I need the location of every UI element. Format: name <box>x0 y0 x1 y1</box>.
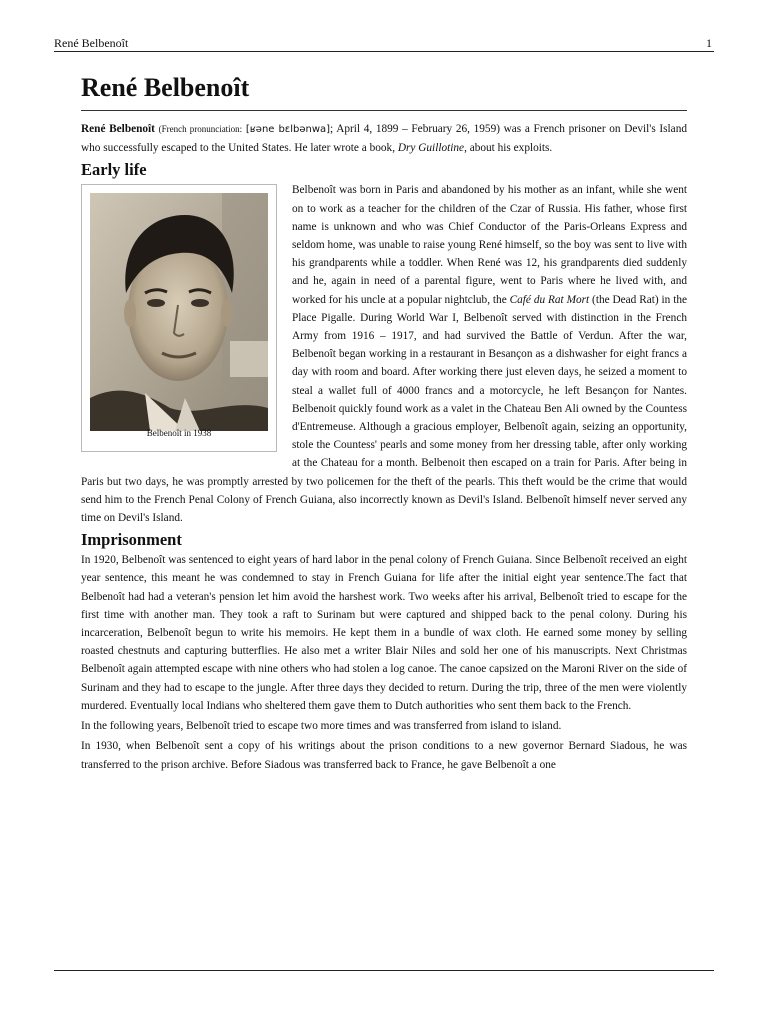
early-life-text-end: (the Dead Rat) in the Place Pigalle. During World War I, Belbenoît served with distinction in the French Army from 1916 – 1917, and had survived the Battle of Verdun. After the war, Belbenoît began working in a restaurant in Besançon as a dishwasher for eight francs a day with room and board. After working there just eleven days, he seized a moment to steal a wallet full of 4000 francs and a motorcycle, he left Besançon for Nantes. Belbenoit quickly found work as a valet in the Chateau Ben Ali owned by the Countess d'Entremeuse. Although a gracious employer, Belbenoît again, seizing an opportunity, stole the Countess' pearls and some money from her dressing table, after only working at the Chateau for a month. Belbenoit then escaped on a train for Paris. After being in Paris but two days, he was promptly arrested by two policemen for the theft of the pearls. This theft would be the crime that would send him to the French Penal Colony of French Guiana, also incorrectly known as Devil's Island. Belbenoît himself never served any time on Devil's Island. <box>81 293 688 525</box>
page-title: René Belbenoît <box>81 73 250 102</box>
running-header <box>54 36 714 50</box>
portrait-photo <box>90 193 268 431</box>
page-number: 1 <box>706 36 712 50</box>
figure-caption: Belbenoît in 1938 <box>146 428 212 439</box>
footer-rule <box>54 970 714 971</box>
title-rule <box>81 110 687 111</box>
imprisonment-paragraph-3: In 1930, when Belbenoît sent a copy of his writings about the prison conditions to a new governor Bernard Siadous, he was transferred to the prison archive. Before Siadous was transferred back to France, he gave Belbenoît a one <box>81 740 687 771</box>
intro-paragraph <box>81 120 687 157</box>
portrait-image <box>90 193 268 431</box>
portrait-figure <box>81 184 277 452</box>
early-life-text: Belbenoît was born in Paris and abandoned by his mother as an infant, while she went on to work as a teacher for the children of the Czar of Russia. His father, whose first name is unknown and who was Chief Conductor of the Paris-Orleans Express and seldom home, was unable to raise young René himself, so the boy was sent to live with his grandparents while a toddler. When René was 12, his grandparents died suddenly and he, again in need of a parental figure, went to Paris where he lived with, and worked for his uncle at a popular nightclub, the <box>292 184 687 306</box>
imprisonment-paragraph-1: In 1920, Belbenoît was sentenced to eight years of hard labor in the penal colony of French Guiana. Since Belbenoît received an eight year sentence, this meant he was condemned to stay in French Guiana for life after the initial eight year sentence.The fact that Belbenoît had had a veteran's pension let him avoid the harshest work. Two weeks after his arrival, Belbenoît tried to escape for the first time with another man. They took a raft to Surinam but were captured and shipped back to the penal colony. During his incarceration, Belbenoît begun to write his memoirs. He kept them in a bundle of wax cloth. He earned some money by selling roasted chestnuts and capturing butterflies. He also met a writer Blair Niles and sold her one of his manuscripts. Next Christmas Belbenoît again attempted escape with nine others who had stolen a log canoe. The canoe capsized on the Maroni River on the side of Surinam and they had to escape to the jungle. After three days they decided to return. During the trip, three of the men were violently murdered. Eventually local Indians who sheltered them gave them to Dutch authorities who sent them back to the French. <box>81 554 687 712</box>
nightclub-name: Café du Rat Mort <box>509 293 590 306</box>
running-title: René Belbenoît <box>54 36 129 50</box>
pronunciation-label: (French pronunciation: <box>158 124 243 134</box>
intro-text: ; April 4, 1899 – February 26, 1959) was a French prisoner on Devil's Island who successfully escaped to the United States. He later wrote a book, <box>81 123 687 155</box>
article-body <box>81 120 687 776</box>
intro-text-end: , about his exploits. <box>464 142 553 155</box>
ipa-pronunciation: [ʁəne bɛlbənwa] <box>245 124 331 135</box>
header-rule <box>54 51 714 52</box>
section-heading-imprisonment: Imprisonment <box>81 530 182 550</box>
book-title: Dry Guillotine <box>397 142 465 155</box>
imprisonment-paragraph-2: In the following years, Belbenoît tried to escape two more times and was transferred from island to island. <box>81 720 562 733</box>
subject-name: René Belbenoît <box>81 123 155 135</box>
section-heading-early-life: Early life <box>81 160 147 180</box>
